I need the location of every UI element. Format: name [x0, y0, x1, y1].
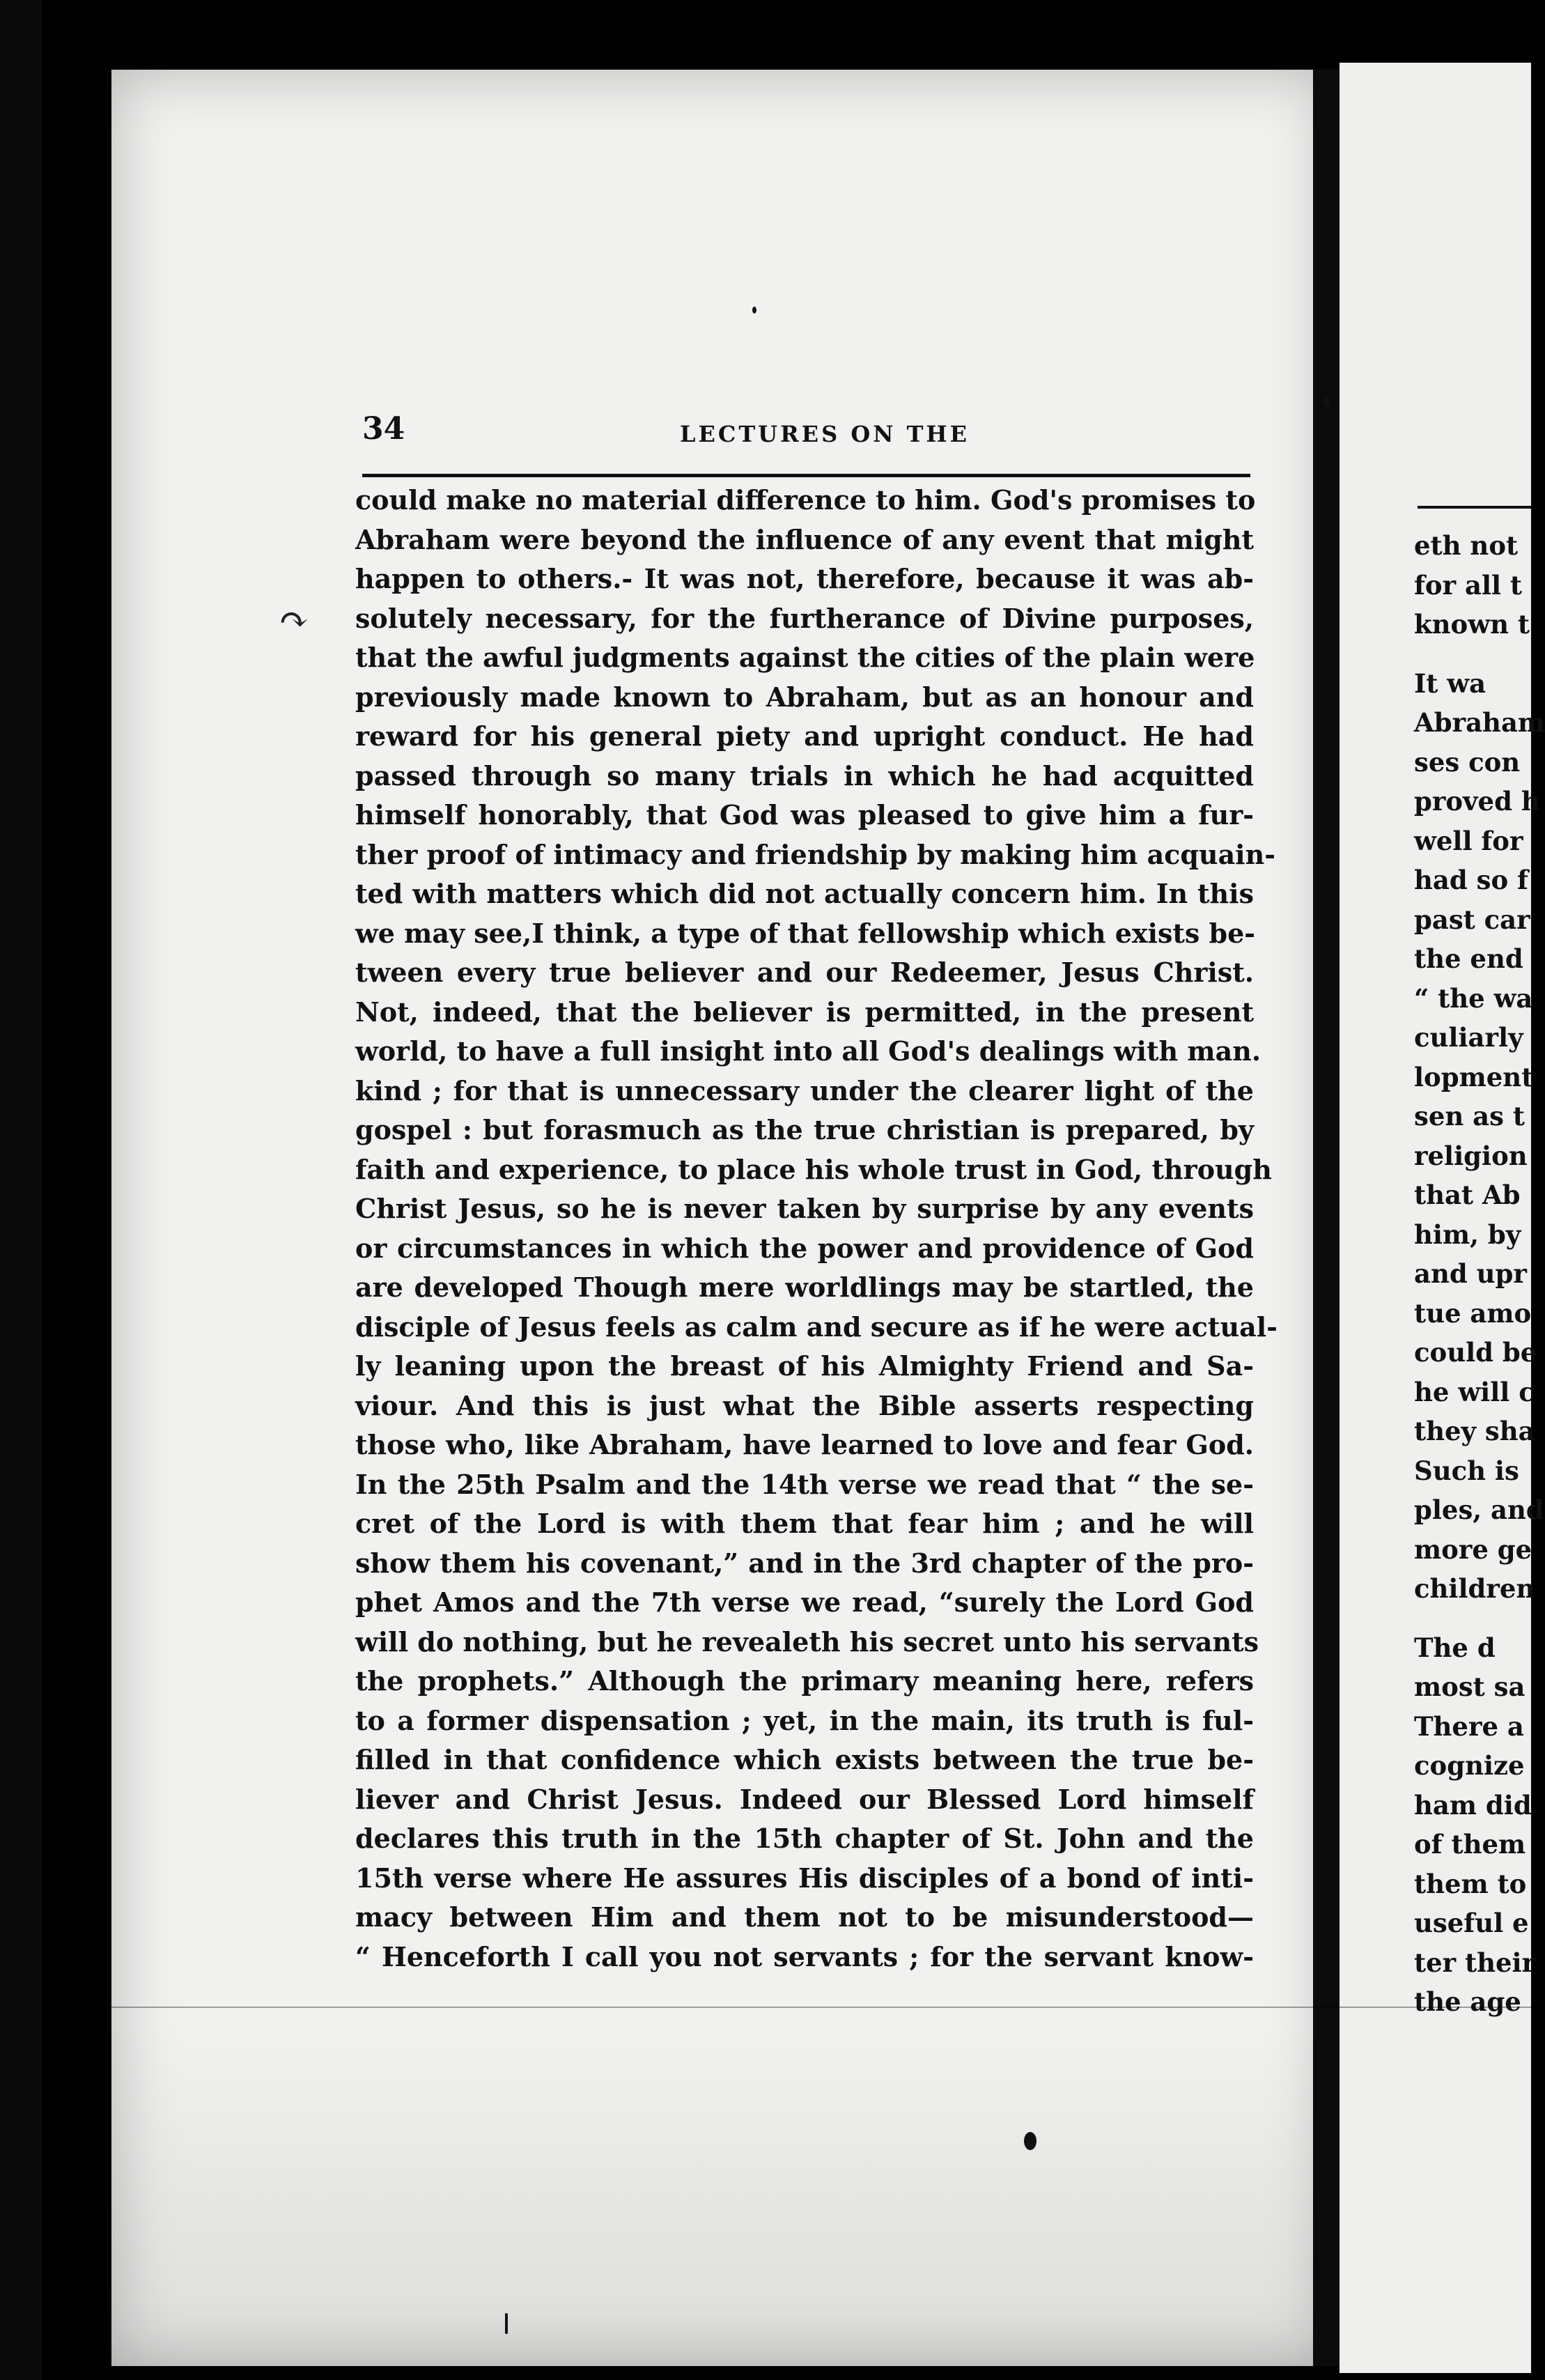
text-line: phet Amos and the 7th verse we read, “surely the Lord God	[355, 1586, 1254, 1618]
right-page-line: There a	[1414, 1710, 1524, 1742]
right-page-line: more ge	[1414, 1533, 1532, 1565]
right-page-line: useful e	[1414, 1908, 1529, 1938]
text-line: kind ; for that is unnecessary under the clearer light of the	[355, 1074, 1254, 1106]
text-line: “ Henceforth I call you not servants ; for the servant know-	[355, 1940, 1254, 1972]
right-page-line: “ the wa	[1414, 982, 1533, 1014]
right-page-line: It wa	[1414, 667, 1486, 699]
right-page-line: that Ab	[1414, 1180, 1521, 1210]
text-line: those who, like Abraham, have learned to love and fear God.	[355, 1429, 1254, 1460]
right-page-line: most sa	[1414, 1671, 1525, 1702]
scan-speck	[505, 2313, 508, 2334]
text-line: cret of the Lord is with them that fear him ; and he will	[355, 1508, 1254, 1539]
text-line: solutely necessary, for the furtherance of Divine purposes,	[355, 602, 1254, 634]
right-page-line: of them	[1414, 1829, 1526, 1860]
text-line: that the awful judgments against the cities of the plain were	[355, 642, 1255, 673]
right-page-text	[1414, 526, 1545, 2022]
text-line: In the 25th Psalm and the 14th verse we read that “ the se-	[355, 1468, 1254, 1500]
right-page-line: tue amo	[1414, 1297, 1532, 1329]
right-page-line: past car	[1414, 904, 1530, 935]
text-line: world, to have a full insight into all God's dealings with man.	[355, 1035, 1261, 1067]
text-line: declares this truth in the 15th chapter of St. John and the	[355, 1823, 1254, 1854]
right-page-line: religion	[1414, 1140, 1528, 1171]
right-page-line: ter their	[1414, 1947, 1536, 1978]
right-page-line: he will c	[1414, 1376, 1535, 1407]
text-line: ther proof of intimacy and friendship by making him acquain-	[355, 838, 1276, 870]
right-page-line: Such is	[1414, 1455, 1519, 1486]
right-page-line: proved h	[1414, 786, 1540, 817]
text-line: filled in that confidence which exists between the true be-	[355, 1744, 1254, 1775]
right-page-line: culiarly	[1414, 1022, 1523, 1053]
text-line: the prophets.” Although the primary meaning here, refers	[355, 1665, 1254, 1697]
text-line: liever and Christ Jesus. Indeed our Blessed Lord himself	[355, 1783, 1254, 1815]
text-line: passed through so many trials in which he had acquitted	[355, 759, 1254, 791]
scan-speck	[752, 307, 756, 314]
right-page-line: could be	[1414, 1337, 1537, 1368]
text-line: tween every true believer and our Redeemer, Jesus Christ.	[355, 957, 1254, 988]
right-page-line: eth not	[1414, 530, 1519, 561]
right-page-line: sen as t	[1414, 1101, 1525, 1131]
page-header	[248, 411, 1252, 474]
text-line: happen to others.- It was not, therefore, because it was ab-	[355, 563, 1254, 594]
text-line: or circumstances in which the power and providence of God	[355, 1232, 1254, 1264]
scan-speck	[1024, 2132, 1037, 2150]
right-page-line: well for	[1414, 825, 1523, 856]
right-page-header-rule	[1418, 506, 1531, 509]
text-line: are developed Though mere worldlings may be startled, the	[355, 1272, 1254, 1303]
running-head: LECTURES ON THE	[680, 421, 970, 447]
text-line: Not, indeed, that the believer is permitted, in the present	[355, 996, 1254, 1028]
scan-border-left	[0, 0, 42, 2380]
text-line: viour. And this is just what the Bible asserts respecting	[355, 1389, 1254, 1421]
right-page-line: Abraham	[1414, 707, 1545, 738]
right-page-line: The d	[1414, 1632, 1496, 1663]
text-line: himself honorably, that God was pleased to give him a fur-	[355, 799, 1254, 830]
text-line: disciple of Jesus feels as calm and secure as if he were actual-	[355, 1311, 1278, 1343]
scan-speck	[1323, 397, 1330, 407]
right-page-line: him, by	[1414, 1219, 1521, 1250]
margin-pencil-mark: ↷	[279, 599, 309, 641]
text-line: gospel : but forasmuch as the true christian is prepared, by	[355, 1114, 1254, 1145]
right-page-line: them to	[1414, 1868, 1527, 1899]
scan-line-artifact	[111, 2007, 1531, 2008]
right-page-line: lopment	[1414, 1061, 1534, 1092]
right-page-line: had so f	[1414, 865, 1528, 895]
text-line: could make no material difference to him. God's promises to	[355, 484, 1256, 516]
text-line: Christ Jesus, so he is never taken by surprise by any events	[355, 1193, 1254, 1224]
text-line: ted with matters which did not actually concern him. In this	[355, 878, 1254, 909]
right-page-line: and upr	[1414, 1258, 1527, 1289]
right-page-line: ham did	[1414, 1789, 1532, 1821]
body-text	[355, 481, 1278, 1977]
right-page-line: ples, and	[1414, 1494, 1544, 1525]
right-page-line: they sha	[1414, 1416, 1535, 1446]
text-line: previously made known to Abraham, but as an honour and	[355, 681, 1254, 713]
right-page-line: for all t	[1414, 569, 1523, 601]
right-page-line: known t	[1414, 609, 1530, 640]
text-line: reward for his general piety and upright conduct. He had	[355, 720, 1254, 752]
text-line: 15th verse where He assures His disciples of a bond of inti-	[355, 1862, 1254, 1894]
text-line: to a former dispensation ; yet, in the main, its truth is ful-	[355, 1704, 1254, 1736]
right-page-line: cognize	[1414, 1750, 1525, 1781]
text-line: Abraham were beyond the influence of any event that might	[355, 523, 1254, 555]
header-rule	[362, 474, 1250, 477]
text-line: will do nothing, but he revealeth his secret unto his servants	[355, 1625, 1259, 1658]
text-line: faith and experience, to place his whole trust in God, through	[355, 1153, 1272, 1185]
text-line: ly leaning upon the breast of his Almighty Friend and Sa-	[355, 1350, 1254, 1382]
text-line: macy between Him and them not to be misunderstood—	[355, 1901, 1254, 1933]
page-number: 34	[362, 411, 405, 447]
text-line: show them his covenant,” and in the 3rd chapter of the pro-	[355, 1547, 1254, 1579]
book-gutter	[1313, 70, 1340, 2366]
right-page-line: the age	[1414, 1986, 1521, 2017]
right-page-line: the end	[1414, 943, 1523, 974]
right-page-line: children	[1414, 1573, 1535, 1604]
text-line: we may see,I think, a type of that fellowship which exists be-	[355, 917, 1256, 949]
right-page-line: ses con	[1414, 746, 1521, 778]
